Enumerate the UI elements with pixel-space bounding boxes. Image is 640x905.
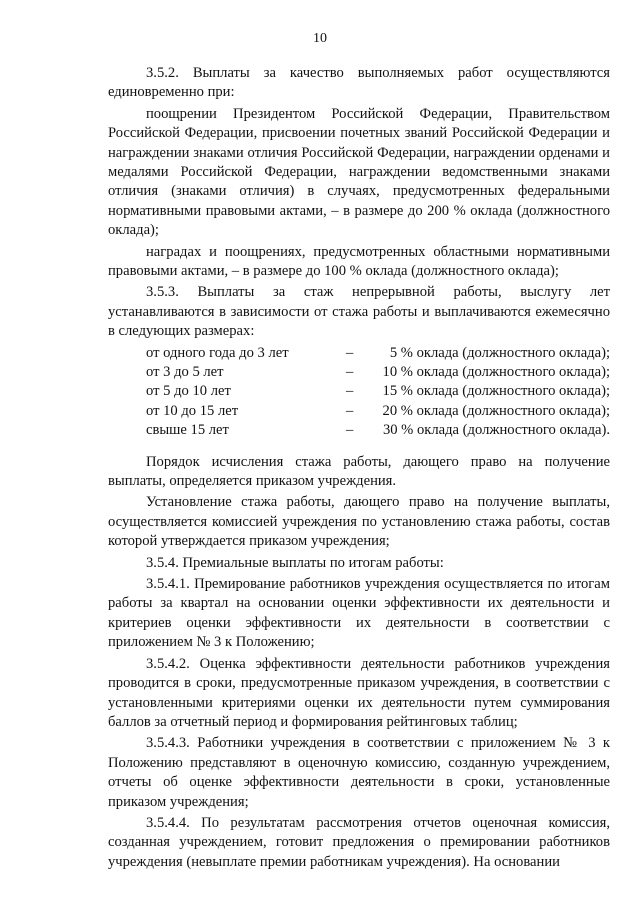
paragraph-3-5-3: 3.5.3. Выплаты за стаж непрерывной работы, выслугу лет устанавливаются в зависимости от стажа работы и выплачиваются ежемесячно в следующих размерах: xyxy=(108,284,610,340)
rate-period: от 3 до 5 лет xyxy=(146,364,224,381)
rate-dash: – xyxy=(346,364,354,381)
rate-period: от 10 до 15 лет xyxy=(146,402,239,419)
paragraph-3-5-2: 3.5.2. Выплаты за качество выполняемых работ осуществляются единовременно при: xyxy=(108,65,610,101)
rate-value: 5 % оклада (должностного оклада); xyxy=(389,344,610,361)
paragraph-regional-awards: наградах и поощрениях, предусмотренных областными нормативными правовыми актами, – в размере до 100 % оклада (должностного оклада); xyxy=(108,243,610,280)
page-number: 10 xyxy=(313,31,327,46)
seniority-rate-row xyxy=(108,344,610,363)
paragraph-3-5-4-3: 3.5.4.3. Работники учреждения в соответствии с приложением № 3 к Положению представляют в оценочную комиссию, созданную учреждением, отчеты об оценке эффективности деятельности в сроки, установленные приказом учреждения; xyxy=(108,735,610,810)
paragraph-3-5-4-1: 3.5.4.1. Премирование работников учреждения осуществляется по итогам работы за квартал на основании оценки эффективности их деятельности и критериев оценки эффективности их деятельности в соответствии с приложением № 3 к Положению; xyxy=(108,576,610,651)
seniority-rate-row xyxy=(108,402,610,421)
rate-dash: – xyxy=(346,402,354,419)
seniority-rate-row xyxy=(108,363,610,382)
paragraph-federal-awards: поощрении Президентом Российской Федерации, Правительством Российской Федерации, присвоении почетных званий Российской Федерации и награждении знаками отличия Российской Федерации, награждении орденами и медалями Российской Федерации, награждении ведомственными знаками отличия (знаками отличия) в случаях, предусмотренных федеральными нормативными правовыми актами, – в размере до 200 % оклада (должностного оклада); xyxy=(108,105,610,239)
rate-value: 20 % оклада (должностного оклада); xyxy=(382,402,610,419)
seniority-rates-list xyxy=(108,344,610,441)
paragraph-3-5-4-4: 3.5.4.4. По результатам рассмотрения отчетов оценочная комиссия, созданная учреждением, готовит предложения о премировании работников учреждения (невыплате премии работникам учреждения). На основании xyxy=(108,814,610,870)
rate-period: свыше 15 лет xyxy=(146,422,229,439)
paragraph-3-5-4: 3.5.4. Премиальные выплаты по итогам работы: xyxy=(146,554,444,571)
paragraph-3-5-4-2: 3.5.4.2. Оценка эффективности деятельности работников учреждения проводится в сроки, предусмотренные приказом учреждения, в соответствии с установленными критериями оценки их деятельности путем суммирования баллов за отчетный период и формирования рейтинговых таблиц; xyxy=(108,655,610,730)
seniority-rate-row xyxy=(108,421,610,440)
rate-dash: – xyxy=(346,383,354,400)
rate-value: 15 % оклада (должностного оклада); xyxy=(382,383,610,400)
rate-dash: – xyxy=(346,344,354,361)
rate-value: 30 % оклада (должностного оклада). xyxy=(382,422,610,439)
rate-value: 10 % оклада (должностного оклада); xyxy=(382,364,610,381)
rate-period: от одного года до 3 лет xyxy=(146,344,289,361)
document-body xyxy=(108,64,610,874)
rate-period: от 5 до 10 лет xyxy=(146,383,231,400)
paragraph-seniority-calc: Порядок исчисления стажа работы, дающего право на получение выплаты, определяется приказом учреждения. xyxy=(108,453,610,490)
paragraph-seniority-commission: Установление стажа работы, дающего право на получение выплаты, осуществляется комиссией учреждения по установлению стажа работы, состав которой утверждается приказом учреждения; xyxy=(108,494,610,550)
seniority-rate-row xyxy=(108,382,610,401)
rate-dash: – xyxy=(346,422,354,439)
